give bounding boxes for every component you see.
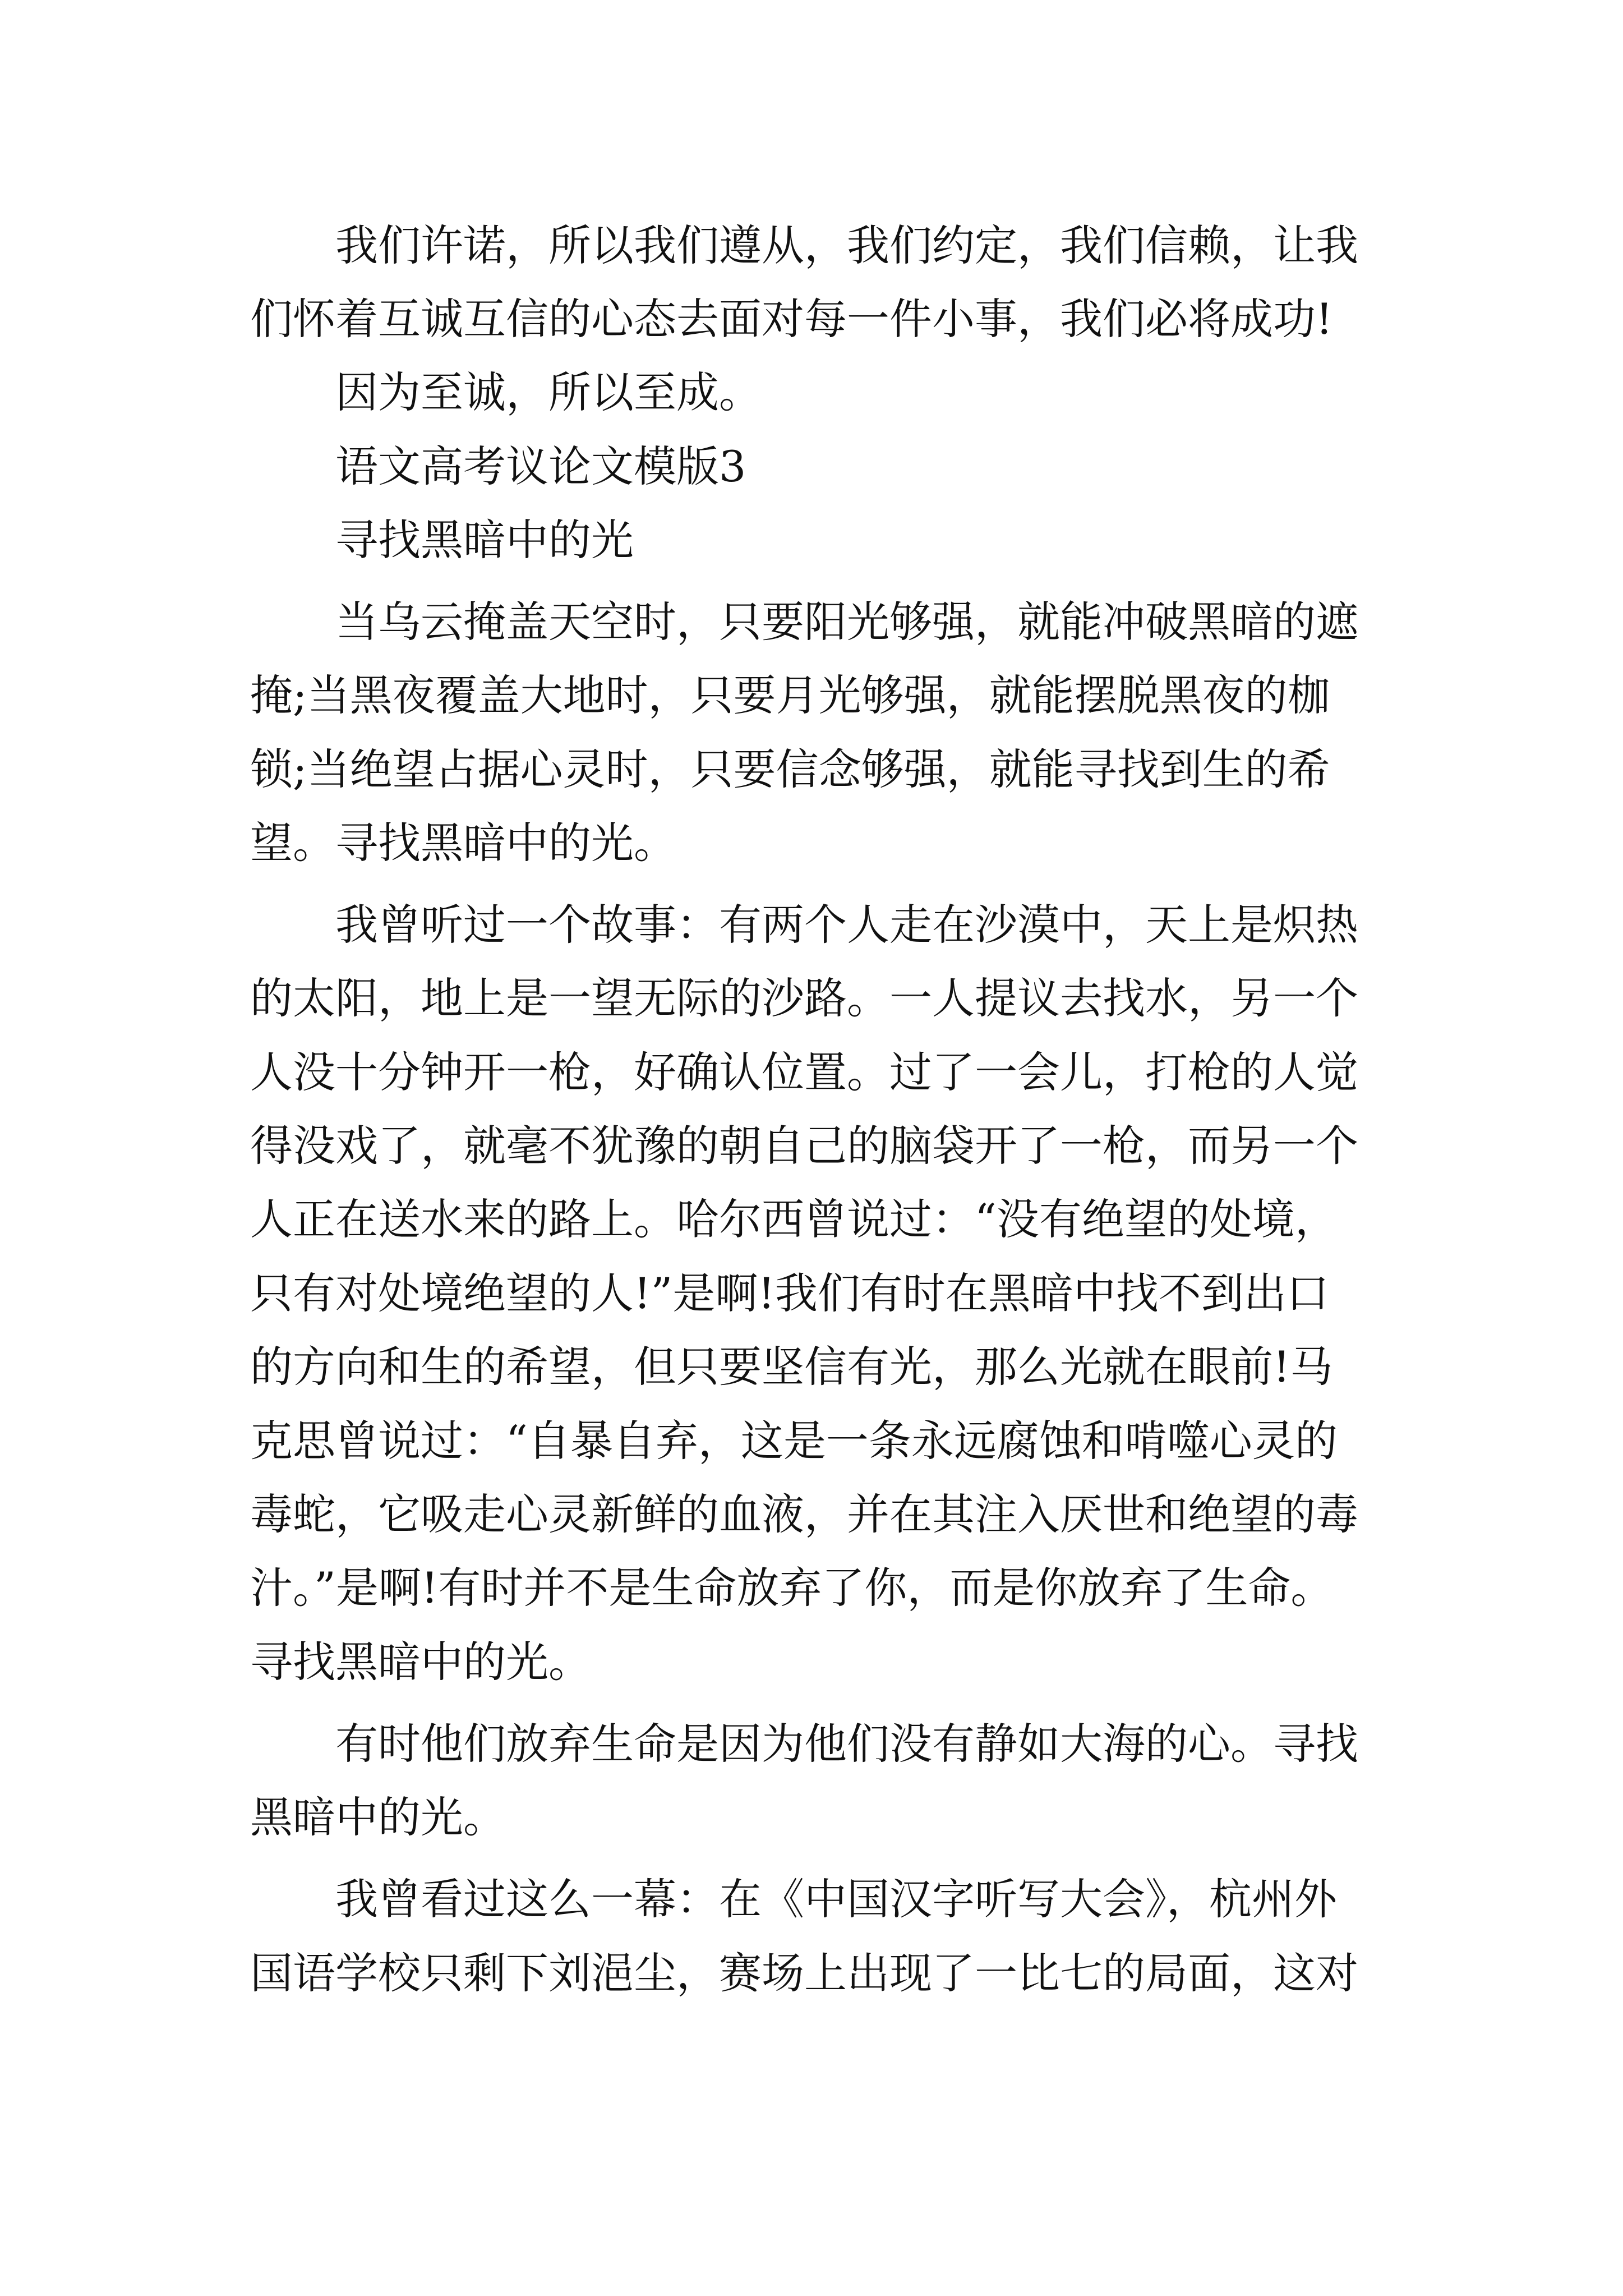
text-line: 掩;当黑夜覆盖大地时，只要月光够强，就能摆脱黑夜的枷 (250, 670, 1330, 720)
text-line: 我曾听过一个故事：有两个人走在沙漠中，天上是炽热 (335, 900, 1358, 950)
text-line: 锁;当绝望占据心灵时，只要信念够强，就能寻找到生的希 (250, 744, 1330, 794)
text-line: 因为至诚，所以至成。 (335, 367, 762, 417)
essay-title: 寻找黑暗中的光 (335, 515, 634, 565)
text-line: 有时他们放弃生命是因为他们没有静如大海的心。寻找 (335, 1719, 1358, 1769)
text-line: 克思曾说过：“自暴自弃，这是一条永远腐蚀和啃噬心灵的 (250, 1416, 1338, 1466)
text-line: 人正在送水来的路上。哈尔西曾说过：“没有绝望的处境， (250, 1194, 1338, 1244)
text-line: 国语学校只剩下刘浥尘，赛场上出现了一比七的局面，这对 (250, 1948, 1358, 1998)
text-line: 望。寻找黑暗中的光。 (250, 818, 676, 868)
text-line: 汁。”是啊!有时并不是生命放弃了你，而是你放弃了生命。 (250, 1563, 1334, 1613)
text-line: 当乌云掩盖天空时，只要阳光够强，就能冲破黑暗的遮 (335, 597, 1358, 647)
text-line: 的太阳，地上是一望无际的沙路。一人提议去找水，另一个 (250, 973, 1358, 1023)
text-line: 寻找黑暗中的光。 (250, 1637, 591, 1687)
section-heading: 语文高考议论文模版3 (335, 441, 746, 491)
text-line: 毒蛇，它吸走心灵新鲜的血液，并在其注入厌世和绝望的毒 (250, 1489, 1358, 1539)
text-line: 我曾看过这么一幕：在《中国汉字听写大会》，杭州外 (335, 1874, 1337, 1924)
text-line: 们怀着互诚互信的心态去面对每一件小事，我们必将成功! (250, 294, 1333, 344)
text-line: 我们许诺，所以我们遵从，我们约定，我们信赖，让我 (335, 220, 1358, 270)
text-line: 只有对处境绝望的人!”是啊!我们有时在黑暗中找不到出口 (250, 1268, 1329, 1318)
text-line: 黑暗中的光。 (250, 1792, 506, 1842)
text-line: 得没戏了，就毫不犹豫的朝自己的脑袋开了一枪，而另一个 (250, 1121, 1358, 1171)
text-line: 人没十分钟开一枪，好确认位置。过了一会儿，打枪的人觉 (250, 1047, 1358, 1097)
text-line: 的方向和生的希望，但只要坚信有光，那么光就在眼前!马 (250, 1342, 1333, 1392)
